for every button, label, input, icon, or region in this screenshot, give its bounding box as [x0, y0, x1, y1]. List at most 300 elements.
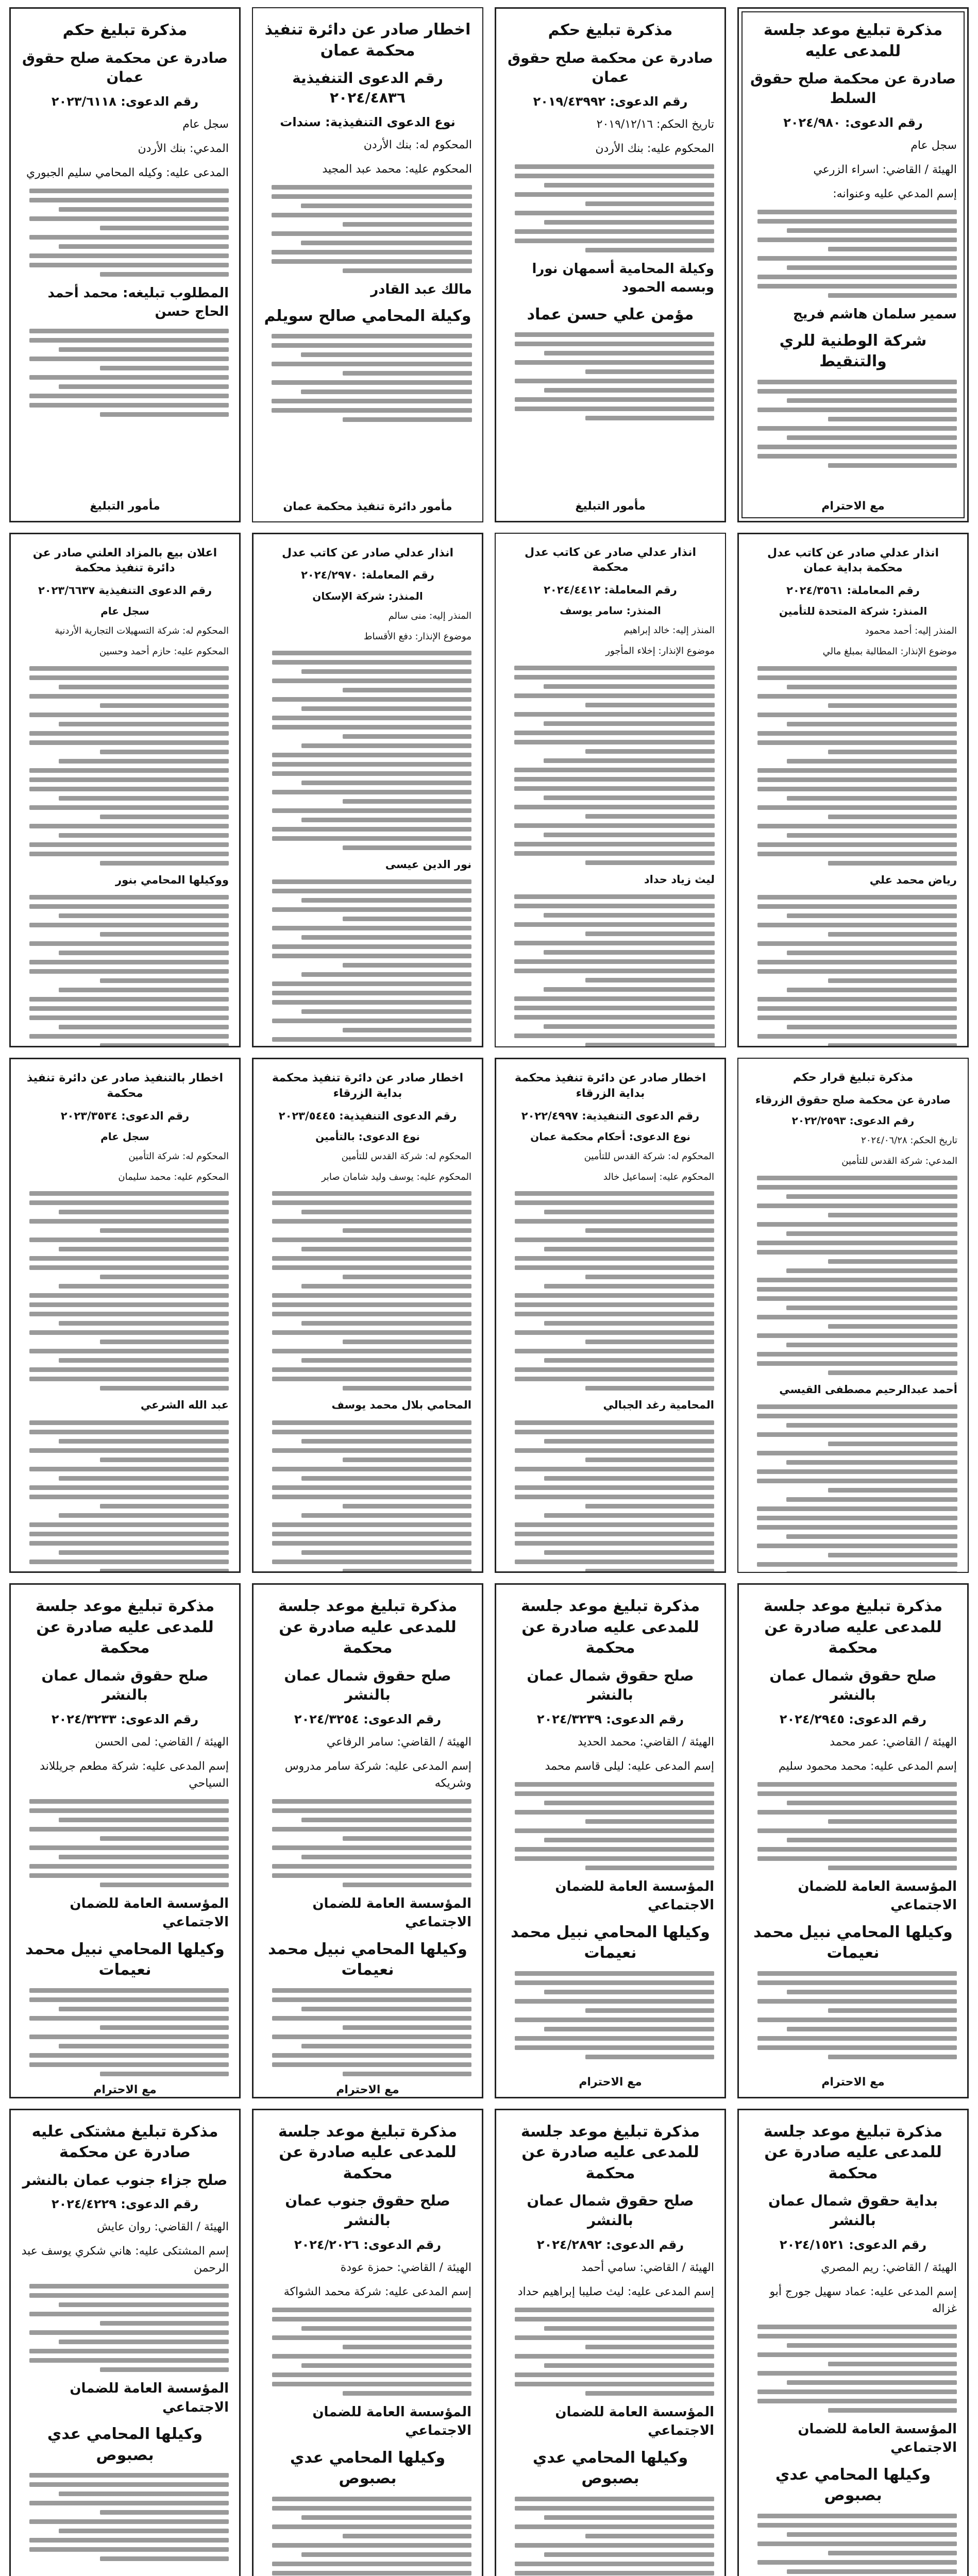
notice-court: رقم الدعوى: ٢٠٢٣/٣٥٣٤	[60, 1109, 190, 1122]
text-line	[544, 758, 715, 763]
text-line	[757, 1222, 957, 1227]
text-line	[514, 959, 715, 964]
text-line	[828, 1553, 957, 1557]
legal-notice	[252, 1583, 483, 2098]
text-line	[515, 379, 714, 383]
text-line	[59, 2340, 229, 2344]
text-line	[757, 1296, 957, 1301]
text-line	[301, 1247, 471, 1251]
text-line	[29, 338, 229, 343]
text-line	[585, 2008, 714, 2013]
text-line	[59, 1025, 229, 1029]
notice-line: الهيئة / القاضي: روان عايش	[96, 2221, 229, 2234]
text-line	[585, 1504, 714, 1509]
text-line	[29, 1485, 229, 1490]
notice-body-text	[21, 1420, 229, 1573]
text-line	[757, 1544, 957, 1548]
notice-body-text	[21, 329, 229, 417]
text-line	[585, 201, 714, 206]
text-line	[272, 2506, 471, 2511]
text-line	[544, 220, 714, 225]
text-line	[29, 2547, 229, 2552]
text-line	[301, 935, 471, 940]
text-line	[100, 932, 229, 937]
text-line	[515, 406, 714, 411]
notice-title: مذكرة تبليغ حكم	[548, 21, 673, 39]
text-line	[757, 1204, 957, 1208]
text-line	[272, 1864, 471, 1869]
notice-case-number: رقم الدعوى: ٢٠٢٤/٣٢٣٩	[536, 1712, 684, 1727]
text-line	[343, 1228, 471, 1233]
text-line	[272, 907, 471, 912]
text-line	[272, 2382, 471, 2386]
text-line	[272, 185, 472, 190]
text-line	[272, 1302, 471, 1307]
text-line	[343, 1386, 471, 1391]
notice-line: المنذر إليه: منى سالم	[388, 610, 471, 621]
notice-line: إسم المدعى عليه: ليث صليبا إبراهيم حداد	[517, 2285, 714, 2298]
text-line	[343, 2534, 471, 2538]
text-line	[59, 913, 229, 918]
text-line	[100, 978, 229, 983]
text-line	[100, 2367, 229, 2372]
text-line	[272, 753, 471, 757]
text-line	[100, 1883, 229, 1887]
text-line	[757, 1469, 957, 1474]
text-line	[272, 944, 471, 949]
text-line	[515, 1448, 714, 1453]
text-line	[272, 991, 471, 995]
text-line	[272, 2372, 471, 2377]
text-line	[757, 1847, 957, 1852]
text-line	[787, 759, 957, 764]
notice-party-name: المطلوب تبليغه: محمد أحمد الحاج حسن	[47, 285, 229, 320]
text-line	[514, 842, 715, 846]
text-line	[29, 1448, 229, 1453]
text-line	[828, 2055, 957, 2059]
text-line	[757, 777, 957, 782]
text-line	[100, 861, 229, 866]
notice-body-text	[507, 1971, 714, 2059]
text-line	[757, 666, 957, 671]
text-line	[59, 759, 229, 764]
text-line	[29, 357, 229, 361]
text-line	[29, 713, 229, 717]
text-line	[514, 996, 715, 1001]
text-line	[343, 1569, 471, 1573]
text-line	[272, 1988, 471, 1993]
text-line	[29, 403, 229, 408]
legal-notice	[737, 2109, 969, 2576]
text-line	[29, 2482, 229, 2487]
text-line	[301, 2007, 471, 2011]
text-line	[301, 2552, 471, 2557]
text-line	[515, 211, 714, 215]
text-line	[272, 1495, 471, 1499]
text-line	[515, 1377, 714, 1381]
notice-court: رقم الدعوى التنفيذية ٢٠٢٤/٤٨٣٦	[292, 70, 443, 106]
notice-body-text	[264, 1799, 471, 1887]
text-line	[59, 1321, 229, 1326]
text-line	[100, 1340, 229, 1344]
text-line	[515, 1420, 714, 1425]
text-line	[272, 2354, 471, 2359]
notice-line: إسم المدعى عليه: شركة مطعم جريللاند السياحي	[40, 1760, 229, 1790]
text-line	[757, 731, 957, 736]
notice-body-text	[506, 666, 715, 865]
text-line	[272, 2035, 471, 2039]
notice-body-text	[749, 210, 957, 298]
text-line	[828, 2008, 957, 2013]
notice-body-text	[21, 2284, 229, 2372]
notice-body-text	[21, 895, 229, 1047]
text-line	[29, 216, 229, 221]
notice-title: اخطار صادر عن دائرة تنفيذ محكمة بداية الزرقاء	[514, 1072, 706, 1100]
text-line	[757, 275, 957, 279]
text-line	[828, 1043, 957, 1047]
text-line	[29, 1015, 229, 1020]
text-line	[515, 360, 714, 365]
text-line	[272, 2497, 471, 2501]
notice-party-name: المؤسسة العامة للضمان الاجتماعي	[70, 1896, 229, 1930]
text-line	[272, 679, 471, 683]
notice-body-text	[507, 1420, 714, 1573]
text-line	[515, 2045, 714, 2050]
text-line	[343, 222, 472, 227]
text-line	[272, 2317, 471, 2321]
text-line	[544, 1358, 714, 1363]
text-line	[272, 981, 471, 986]
text-line	[515, 342, 714, 346]
text-line	[828, 932, 957, 937]
text-line	[301, 241, 472, 245]
text-line	[544, 1476, 714, 1481]
text-line	[757, 1034, 957, 1039]
text-line	[29, 2519, 229, 2524]
text-line	[757, 2560, 957, 2565]
text-line	[787, 2027, 957, 2031]
text-line	[757, 1451, 957, 1455]
text-line	[585, 1043, 715, 1047]
notice-body-text	[264, 1191, 471, 1391]
text-line	[757, 1856, 957, 1861]
text-line	[29, 1799, 229, 1804]
notice-court: صادرة عن محكمة صلح حقوق الزرقاء	[755, 1094, 951, 1107]
text-line	[786, 1460, 957, 1465]
text-line	[757, 1278, 957, 1282]
text-line	[757, 787, 957, 791]
text-line	[272, 1827, 471, 1832]
text-line	[514, 1006, 715, 1010]
text-line	[544, 388, 714, 393]
text-line	[272, 2335, 471, 2340]
text-line	[757, 969, 957, 974]
notice-footer: مع الاحترام	[821, 499, 885, 513]
text-line	[757, 2514, 957, 2518]
text-line	[514, 894, 715, 899]
notice-highlight: وكيلها المحامي نبيل محمد نعيمات	[753, 1923, 953, 1962]
notice-case-number: نوع الدعوى: بالتأمين	[315, 1130, 420, 1143]
text-line	[515, 2335, 714, 2340]
text-line	[544, 1550, 714, 1555]
text-line	[514, 904, 715, 908]
text-line	[29, 675, 229, 680]
notice-body-text	[749, 895, 957, 1047]
text-line	[272, 790, 471, 794]
notice-line: المحكوم له: شركة القدس للتأمين	[584, 1151, 714, 1162]
text-line	[515, 1856, 714, 1861]
text-line	[828, 750, 957, 754]
text-line	[343, 1275, 471, 1279]
text-line	[272, 1219, 471, 1224]
text-line	[757, 675, 957, 680]
notice-case-number: رقم الدعوى: ٢٠٢٤/٣٢٥٤	[294, 1712, 442, 1727]
text-line	[29, 2538, 229, 2543]
text-line	[515, 1999, 714, 2004]
notice-body-text	[507, 1191, 714, 1391]
text-line	[343, 2345, 471, 2349]
text-line	[343, 1883, 471, 1887]
notice-title: مذكرة تبليغ موعد جلسة للمدعى عليه	[763, 21, 943, 60]
text-line	[786, 1268, 957, 1273]
text-line	[828, 1259, 957, 1264]
text-line	[29, 1845, 229, 1850]
text-line	[757, 1241, 957, 1245]
text-line	[59, 1513, 229, 1518]
text-line	[343, 1340, 471, 1344]
text-line	[301, 1439, 471, 1444]
text-line	[757, 380, 957, 384]
notice-line: المحكوم عليه: حازم أحمد وحسين	[99, 646, 229, 657]
text-line	[29, 1522, 229, 1527]
text-line	[514, 777, 715, 782]
text-line	[515, 1980, 714, 1985]
notice-line: الهيئة / القاضي: عمر محمد	[830, 1736, 957, 1749]
text-line	[272, 954, 471, 958]
text-line	[515, 1312, 714, 1316]
text-line	[272, 2062, 471, 2067]
text-line	[29, 2293, 229, 2298]
text-line	[272, 1485, 471, 1490]
text-line	[515, 1485, 714, 1490]
text-line	[544, 2027, 714, 2031]
text-line	[301, 1210, 471, 1214]
notice-party-name: المؤسسة العامة للضمان الاجتماعي	[70, 2381, 229, 2415]
text-line	[585, 1458, 714, 1462]
text-line	[343, 2025, 471, 2030]
text-line	[29, 375, 229, 380]
text-line	[585, 860, 715, 865]
text-line	[786, 1497, 957, 1502]
text-line	[515, 2506, 714, 2511]
text-line	[29, 1265, 229, 1270]
text-line	[301, 669, 471, 674]
text-line	[787, 951, 957, 955]
text-line	[29, 923, 229, 927]
text-line	[272, 2053, 471, 2058]
text-line	[786, 1423, 957, 1428]
text-line	[787, 988, 957, 992]
text-line	[59, 988, 229, 992]
text-line	[757, 2523, 957, 2528]
text-line	[29, 2358, 229, 2363]
text-line	[29, 329, 229, 333]
text-line	[757, 740, 957, 745]
text-line	[100, 1043, 229, 1047]
notice-case-number: رقم الدعوى: ٢٠٢٤/٩٨٠	[783, 115, 923, 130]
text-line	[29, 1256, 229, 1261]
text-line	[301, 1046, 471, 1047]
notice-body-text	[263, 185, 472, 273]
notice-case-number: رقم الدعوى: ٢٠٢٤/١٥٢١	[779, 2237, 927, 2252]
text-line	[757, 454, 957, 459]
text-line	[272, 762, 471, 767]
text-line	[757, 1315, 957, 1319]
legal-notice	[495, 2109, 726, 2576]
text-line	[515, 2497, 714, 2501]
notice-footer: مأمور التبليغ	[575, 499, 646, 513]
text-line	[343, 845, 471, 850]
notice-title: انذار عدلي صادر عن كاتب عدل محكمة بداية عمان	[767, 546, 939, 575]
text-line	[757, 210, 957, 214]
text-line	[29, 2312, 229, 2316]
text-line	[272, 343, 472, 348]
text-line	[585, 1866, 714, 1870]
notice-line: المدعى عليه: وكيله المحامي سليم الجبوري	[26, 166, 229, 180]
text-line	[272, 1997, 471, 2002]
notice-court: صلح حقوق جنوب عمان بالنشر	[285, 2192, 450, 2229]
notice-line: المحكوم عليه: محمد سليمان	[118, 1172, 229, 1183]
notice-body-text	[264, 2308, 471, 2396]
text-line	[787, 1838, 957, 1842]
text-line	[585, 248, 714, 252]
text-line	[301, 352, 472, 357]
text-line	[787, 228, 957, 233]
notice-party-name: المؤسسة العامة للضمان الاجتماعي	[555, 1879, 714, 1913]
text-line	[272, 1293, 471, 1298]
text-line	[343, 688, 471, 692]
text-line	[786, 1306, 957, 1310]
text-line	[301, 1321, 471, 1326]
text-line	[515, 1349, 714, 1353]
text-line	[787, 2343, 957, 2348]
text-line	[828, 2362, 957, 2366]
text-line	[757, 1810, 957, 1815]
text-line	[514, 941, 715, 945]
legal-notice	[252, 533, 483, 1048]
notice-line: المحكوم له: بنك الأردن	[363, 138, 472, 151]
text-line	[514, 969, 715, 973]
legal-notice	[9, 7, 241, 522]
text-line	[29, 2016, 229, 2021]
text-line	[29, 1532, 229, 1536]
notice-title: اخطار صادر عن دائرة تنفيذ محكمة عمان	[264, 21, 471, 60]
notice-court: صادرة عن محكمة صلح حقوق السلط	[750, 70, 956, 107]
text-line	[515, 1200, 714, 1205]
notice-body-text	[21, 1191, 229, 1391]
notice-title: مذكرة تبليغ مشتكى عليه صادرة عن محكمة	[31, 2122, 218, 2162]
text-line	[272, 1200, 471, 1205]
text-line	[29, 2473, 229, 2478]
notice-court: صلح حقوق شمال عمان بالنشر	[284, 1667, 451, 1704]
text-line	[757, 1980, 957, 1985]
text-line	[301, 781, 471, 785]
text-line	[515, 332, 714, 337]
text-line	[272, 1238, 471, 1242]
notice-line: المحكوم له: شركة القدس للتأمين	[341, 1151, 471, 1162]
notice-body-text	[264, 879, 471, 1047]
text-line	[515, 1302, 714, 1307]
text-line	[828, 1213, 957, 1217]
text-line	[585, 2055, 714, 2059]
text-line	[515, 1467, 714, 1471]
text-line	[757, 2352, 957, 2357]
text-line	[515, 1430, 714, 1434]
text-line	[544, 1439, 714, 1444]
text-line	[757, 694, 957, 699]
legal-notice	[9, 1583, 241, 2098]
text-line	[100, 2321, 229, 2326]
text-line	[100, 750, 229, 754]
notice-footer: مع الاحترام	[821, 2075, 885, 2089]
text-line	[544, 2363, 714, 2368]
text-line	[828, 978, 957, 983]
notice-body-text	[21, 666, 229, 866]
text-line	[29, 805, 229, 810]
notice-party-name: عبد الله الشرعي	[140, 1399, 229, 1412]
text-line	[585, 1386, 714, 1391]
text-line	[272, 194, 472, 199]
text-line	[585, 2391, 714, 2396]
notice-body-text	[749, 2325, 957, 2413]
text-line	[29, 1200, 229, 1205]
text-line	[272, 1560, 471, 1564]
text-line	[828, 1442, 957, 1446]
text-line	[29, 2330, 229, 2335]
notice-party-name: المؤسسة العامة للضمان الاجتماعي	[798, 1879, 957, 1913]
text-line	[757, 1333, 957, 1338]
notice-title: مذكرة تبليغ قرار حكم	[792, 1071, 914, 1084]
text-line	[59, 1550, 229, 1555]
text-line	[29, 1302, 229, 1307]
text-line	[343, 1836, 471, 1841]
notice-title: مذكرة تبليغ موعد جلسة للمدعى عليه صادرة عن محكمة	[763, 1597, 943, 1657]
notice-case-number: رقم الدعوى: ٢٠٢٣/٦١١٨	[51, 94, 199, 109]
notice-highlight: مؤمن علي حسن عماد	[527, 305, 694, 324]
text-line	[29, 768, 229, 773]
notice-highlight: وكيلها المحامي نبيل محمد نعيمات	[511, 1923, 710, 1962]
text-line	[585, 1228, 714, 1233]
notice-body-text	[507, 2497, 714, 2576]
text-line	[100, 2072, 229, 2076]
text-line	[343, 799, 471, 804]
text-line	[757, 2325, 957, 2329]
text-line	[301, 204, 472, 208]
text-line	[29, 941, 229, 946]
notice-court: رقم الدعوى التنفيذية: ٢٠٢٣/٥٤٤٥	[278, 1109, 457, 1122]
text-line	[29, 2062, 229, 2067]
text-line	[29, 1467, 229, 1471]
text-line	[544, 721, 715, 726]
text-line	[29, 1420, 229, 1425]
text-line	[272, 213, 472, 217]
text-line	[544, 2552, 714, 2557]
text-line	[515, 1847, 714, 1852]
notice-line: تاريخ الحكم: ٢٠١٩/١٢/١٦	[596, 118, 714, 131]
text-line	[301, 898, 471, 903]
notice-highlight: وكيلة المحامي صالح سويلم	[264, 307, 471, 325]
notice-party-name: سمير سلمان هاشم فريج	[793, 306, 957, 322]
